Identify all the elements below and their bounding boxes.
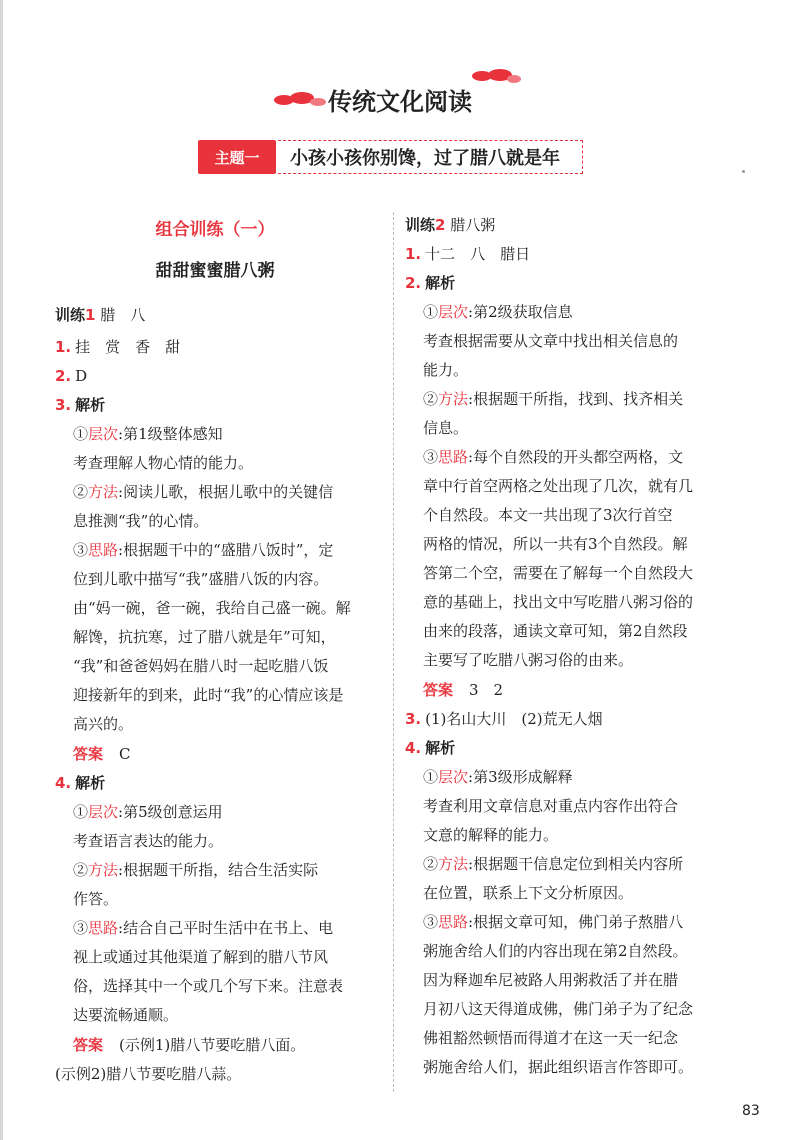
left-line-1 [55, 337, 180, 357]
body-text: 粥施舍给人们，据此组织语言作答即可。 [423, 1058, 694, 1076]
question-number: 1. [405, 245, 422, 263]
item-text: :结合自己平时生活中在书上、电 [118, 919, 334, 937]
theme-tag: 主题一 [198, 140, 276, 174]
item-text: :根据题干中的“盛腊八饭时”，定 [118, 541, 334, 559]
train-label: 训练 [405, 216, 436, 234]
question-number: 4. [405, 739, 422, 757]
item-key: 方法 [438, 390, 469, 408]
left-line-0 [55, 305, 145, 325]
question-number: 3. [55, 396, 72, 414]
right-line-24 [423, 912, 683, 932]
right-line-10 [423, 505, 673, 525]
right-line-16 [423, 680, 503, 700]
body-text: 迎接新年的到来，此时“我”的心情应该是 [73, 686, 344, 704]
right-line-14 [423, 621, 688, 641]
body-text: 作答。 [73, 890, 119, 908]
right-line-5 [423, 360, 468, 380]
answer-label: 答案 [73, 745, 104, 763]
item-key: 层次 [438, 303, 469, 321]
question-text: 解析 [75, 396, 106, 414]
right-line-22 [423, 854, 683, 874]
left-line-25 [73, 1035, 305, 1055]
item-text: :第5级创意运用 [118, 803, 223, 821]
item-text: :每个自然段的开头都空两格，文 [468, 448, 684, 466]
answer-label: 答案 [73, 1036, 104, 1054]
left-line-11 [73, 627, 336, 647]
item-marker: ② [73, 861, 89, 879]
right-line-1 [405, 244, 530, 264]
right-line-25 [423, 941, 688, 961]
left-line-6 [73, 482, 333, 502]
question-number: 4. [55, 774, 72, 792]
body-text: 文意的解释的能力。 [423, 826, 559, 844]
item-key: 思路 [438, 448, 469, 466]
body-text: 粥施舍给人们的内容出现在第2自然段。 [423, 942, 688, 960]
body-text: 两格的情况，所以一共有3个自然段。解 [423, 535, 688, 553]
left-line-18 [73, 831, 223, 851]
left-line-5 [73, 453, 253, 473]
answer-text: C [119, 745, 131, 763]
right-line-4 [423, 331, 678, 351]
item-key: 方法 [438, 855, 469, 873]
body-text: 达要流畅通顺。 [73, 1006, 179, 1024]
body-text: 能力。 [423, 361, 469, 379]
body-text: 个自然段。本文一共出现了3次行首空 [423, 506, 673, 524]
body-text: 佛祖豁然顿悟而得道才在这一天一纪念 [423, 1029, 679, 1047]
question-text: 解析 [75, 774, 106, 792]
left-line-3 [55, 395, 105, 415]
body-text: 考查语言表达的能力。 [73, 832, 224, 850]
item-marker: ① [73, 803, 89, 821]
train-title: 腊八粥 [445, 216, 496, 234]
left-line-23 [73, 976, 343, 996]
right-line-11 [423, 534, 688, 554]
item-key: 层次 [88, 803, 119, 821]
body-text: 因为释迦牟尼被路人用粥救活了并在腊 [423, 971, 679, 989]
right-line-13 [423, 592, 693, 612]
answer-text: (示例1)腊八节要吃腊八面。 [119, 1036, 306, 1054]
right-line-15 [423, 650, 633, 670]
left-line-26 [55, 1064, 241, 1084]
right-line-8 [423, 447, 683, 467]
item-key: 思路 [88, 541, 119, 559]
body-text: (示例2)腊八节要吃腊八蒜。 [55, 1065, 242, 1083]
right-line-19 [423, 767, 573, 787]
left-line-7 [73, 511, 208, 531]
right-line-12 [423, 563, 693, 583]
body-text: 考查根据需要从文章中找出相关信息的 [423, 332, 679, 350]
item-marker: ② [73, 483, 89, 501]
item-key: 方法 [88, 483, 119, 501]
right-line-23 [423, 883, 633, 903]
question-text: (1)名山大川 (2)荒无人烟 [425, 710, 603, 728]
question-text: D [75, 367, 88, 385]
answer-label: 答案 [423, 681, 454, 699]
section-heading: 组合训练（一） [155, 220, 275, 240]
right-line-17 [405, 709, 603, 729]
right-line-26 [423, 970, 678, 990]
item-marker: ① [423, 768, 439, 786]
right-line-28 [423, 1028, 678, 1048]
body-text: “我”和爸爸妈妈在腊八时一起吃腊八饭 [73, 657, 329, 675]
body-text: 答第二个空，需要在了解每一个自然段大 [423, 564, 694, 582]
question-text: 解析 [425, 739, 456, 757]
theme-banner [198, 138, 588, 176]
right-line-0 [405, 215, 495, 235]
left-line-15 [73, 744, 131, 764]
right-line-2 [405, 273, 455, 293]
left-line-9 [73, 569, 328, 589]
column-divider [393, 212, 394, 1092]
body-text: 章中行首空两格之处出现了几次，就有几 [423, 477, 694, 495]
train-number: 2 [435, 216, 446, 234]
left-line-22 [73, 947, 328, 967]
question-number: 1. [55, 338, 72, 356]
item-marker: ③ [423, 913, 439, 931]
train-label: 训练 [55, 306, 86, 324]
item-marker: ② [423, 855, 439, 873]
item-key: 思路 [438, 913, 469, 931]
item-text: :第3级形成解释 [468, 768, 573, 786]
body-text: 信息。 [423, 419, 469, 437]
item-text: :阅读儿歌，根据儿歌中的关键信 [118, 483, 334, 501]
left-line-14 [73, 714, 133, 734]
right-line-20 [423, 796, 678, 816]
item-text: :根据文章可知，佛门弟子熬腊八 [468, 913, 684, 931]
left-line-4 [73, 424, 223, 444]
item-key: 方法 [88, 861, 119, 879]
body-text: 考查理解人物心情的能力。 [73, 454, 254, 472]
item-marker: ③ [73, 541, 89, 559]
item-key: 层次 [438, 768, 469, 786]
item-key: 层次 [88, 425, 119, 443]
item-marker: ① [423, 303, 439, 321]
item-text: :第1级整体感知 [118, 425, 223, 443]
item-marker: ③ [73, 919, 89, 937]
train-number: 1 [85, 306, 96, 324]
item-text: :根据题干信息定位到相关内容所 [468, 855, 684, 873]
answer-text: 3 2 [469, 681, 504, 699]
body-text: 俗，选择其中一个或几个写下来。注意表 [73, 977, 344, 995]
left-line-19 [73, 860, 318, 880]
item-key: 思路 [88, 919, 119, 937]
body-text: 主要写了吃腊八粥习俗的由来。 [423, 651, 634, 669]
page-number: 83 [742, 1103, 760, 1119]
right-line-27 [423, 999, 693, 1019]
left-line-16 [55, 773, 105, 793]
page-edge [0, 0, 3, 1140]
body-text: 月初八这天得道成佛，佛门弟子为了纪念 [423, 1000, 694, 1018]
item-marker: ③ [423, 448, 439, 466]
body-text: 由来的段落，通读文章可知，第2自然段 [423, 622, 688, 640]
left-line-2 [55, 366, 87, 386]
left-line-12 [73, 656, 328, 676]
right-line-3 [423, 302, 573, 322]
body-text: 解馋，抗抗寒，过了腊八就是年”可知， [73, 628, 336, 646]
right-line-18 [405, 738, 455, 758]
item-text: :第2级获取信息 [468, 303, 573, 321]
left-line-20 [73, 889, 118, 909]
section-subtitle: 甜甜蜜蜜腊八粥 [155, 261, 275, 281]
body-text: 视上或通过其他渠道了解到的腊八节风 [73, 948, 329, 966]
body-text: 由“妈一碗，爸一碗，我给自己盛一碗。解 [73, 599, 351, 617]
item-marker: ① [73, 425, 89, 443]
question-text: 挂 赏 香 甜 [75, 338, 181, 356]
page-title: 传统文化阅读 [328, 88, 472, 116]
item-text: :根据题干所指，找到、找齐相关 [468, 390, 684, 408]
right-line-29 [423, 1057, 693, 1077]
theme-text: 小孩小孩你别馋，过了腊八就是年 [278, 140, 583, 174]
body-text: 意的基础上，找出文中写吃腊八粥习俗的 [423, 593, 694, 611]
left-line-24 [73, 1005, 178, 1025]
dot-mark [742, 170, 745, 173]
body-text: 在位置，联系上下文分析原因。 [423, 884, 634, 902]
body-text: 位到儿歌中描写“我”盛腊八饭的内容。 [73, 570, 329, 588]
body-text: 考查利用文章信息对重点内容作出符合 [423, 797, 679, 815]
question-number: 2. [55, 367, 72, 385]
left-line-21 [73, 918, 333, 938]
question-text: 解析 [425, 274, 456, 292]
left-line-8 [73, 540, 333, 560]
left-line-13 [73, 685, 343, 705]
question-number: 2. [405, 274, 422, 292]
item-text: :根据题干所指，结合生活实际 [118, 861, 319, 879]
item-marker: ② [423, 390, 439, 408]
left-line-10 [73, 598, 351, 618]
left-line-17 [73, 802, 223, 822]
question-number: 3. [405, 710, 422, 728]
right-line-21 [423, 825, 558, 845]
body-text: 息推测“我”的心情。 [73, 512, 209, 530]
question-text: 十二 八 腊日 [425, 245, 531, 263]
train-title: 腊 八 [95, 306, 146, 324]
right-line-6 [423, 389, 683, 409]
body-text: 高兴的。 [73, 715, 134, 733]
right-line-7 [423, 418, 468, 438]
right-line-9 [423, 476, 693, 496]
